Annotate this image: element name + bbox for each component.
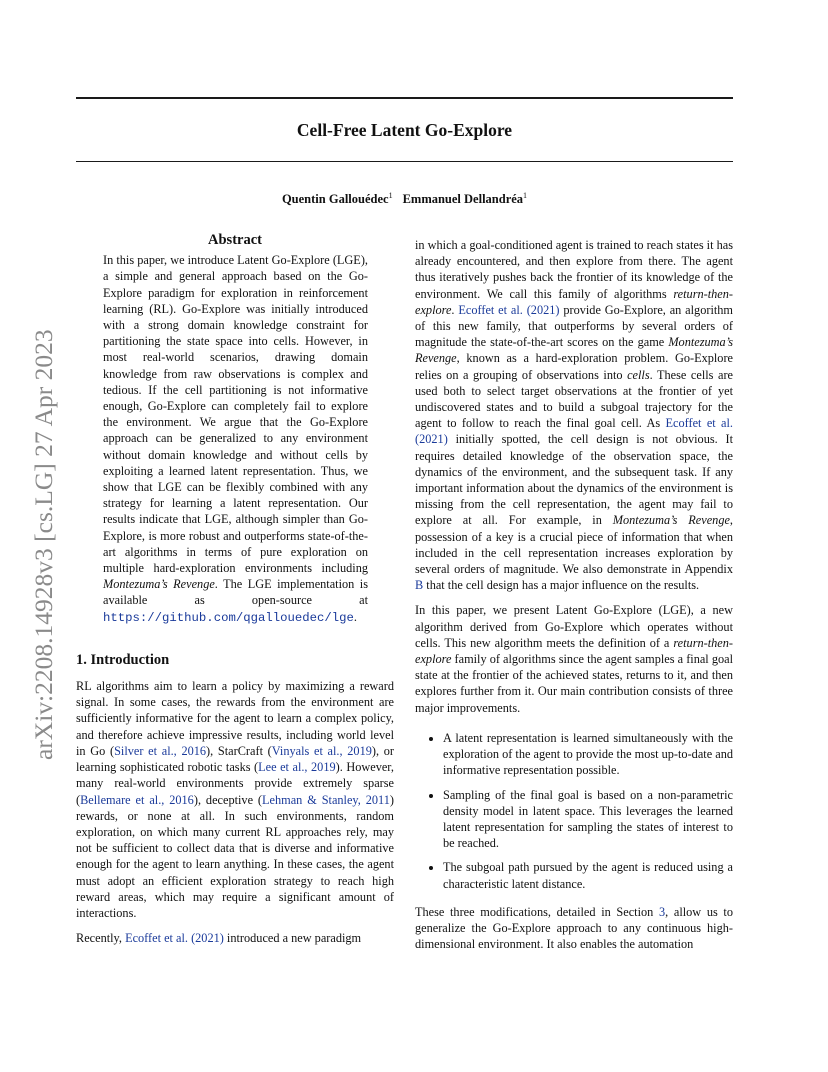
author-name: Emmanuel Dellandréa [402,192,524,207]
author-name: Quentin Gallouédec [281,192,389,207]
citation-link[interactable]: Silver et al., 2016 [114,743,207,758]
github-link[interactable]: https://github.com/qgallouedec/lge [103,610,354,625]
arxiv-identifier: arXiv:2208.14928v3 [cs.LG] 27 Apr 2023 [29,329,58,760]
bottom-rule [76,161,733,162]
paper-title: Cell-Free Latent Go-Explore [296,120,513,140]
citation-link[interactable]: Ecoffet et al. (2021) [415,416,733,447]
affiliation-mark: 1 [388,191,393,200]
affiliation-mark: 1 [523,191,528,200]
list-item: • The subgoal path pursued by the agent is reduced using a characteristic latent distance. [443,859,733,891]
citation-link[interactable]: Lee et al., 2019 [258,760,336,775]
body-paragraph: In this paper, we present Latent Go-Explore (LGE), a new algorithm derived from Go-Explore which operates without cells. This new algorithm meets the definition of a return-then-explore family of algorithms since the agent samples a final goal state at the frontier of the achieved states, returns to it, and then explores further from it. Our main contribution consists of three major improvements. [415,603,733,715]
citation-link[interactable]: Ecoffet et al. (2021) [458,302,560,317]
citation-link[interactable]: Vinyals et al., 2019 [271,743,372,758]
section-heading-introduction: 1. Introduction [76,651,170,668]
list-item: • Sampling of the final goal is based on a non-parametric density model in latent space. This leverages the learned latent representation for sampling the states of interest to be reached. [443,787,733,852]
section-link[interactable]: 3 [658,904,666,919]
body-paragraph: These three modifications, detailed in Section 3, allow us to generalize the Go-Explore approach to any continuous high-dimensional environment. It also enables the automation [415,904,733,952]
abstract-paragraph: In this paper, we introduce Latent Go-Explore (LGE), a simple and general approach based on the Go-Explore paradigm for exploration in reinforcement learning (RL). Go-Explore was initially introduced with a strong domain knowledge constraint for partitioning the state space into cells. However, in most real-world scenarios, drawing domain knowledge from raw observations is complex and tedious. If the cell partitioning is not informative enough, Go-Explore can completely fail to explore the environment. We argue that the Go-Explore approach can be generalized to any environment without domain knowledge and without cells by exploiting a learned latent representation. Thus, we show that LGE can be flexibly combined with any strategy for learning a latent representation. Our results indicate that LGE, although simpler than Go-Explore, is more robust and outperforms state-of-the-art algorithms in terms of pure exploration on multiple hard-exploration environments including Montezuma’s Revenge. The LGE implementation is available as open-source at https://github.com/qgallouedec/lge. [103,253,368,625]
author-list [76,191,733,207]
intro-paragraph: RL algorithms aim to learn a policy by maximizing a reward signal. In some cases, the rewards from the environment are sufficiently informative for the agent to learn a complex policy, and therefore achieve impressive results, including world level in Go (Silver et al., 2016), StarCraft (Vinyals et al., 2019), or learning sophisticated robotic tasks (Lee et al., 2019). However, many real-world environments provide extremely sparse (Bellemare et al., 2016), deceptive (Lehman & Stanley, 2011) rewards, or none at all. In such environments, random exploration, on which many current RL approaches rely, may not be sufficient to collect data that is diverse and informative enough for the agent to learn anything. In these cases, the agent must adopt an efficient exploration strategy to reach high reward areas, which may require a significant amount of interactions. [76,679,394,920]
citation-link[interactable]: Ecoffet et al. (2021) [125,931,224,946]
appendix-link[interactable]: B [415,578,424,593]
right-column [415,237,733,952]
abstract-body [76,252,368,626]
abstract-heading: Abstract [208,232,262,248]
contribution-list [415,730,733,892]
left-column [76,232,394,946]
citation-link[interactable]: Lehman & Stanley, 2011 [262,792,390,807]
citation-link[interactable]: Bellemare et al., 2016 [80,792,194,807]
top-rule [76,97,733,99]
intro-paragraph: Recently, Ecoffet et al. (2021) introduced a new paradigm [76,931,362,946]
list-item: • A latent representation is learned simultaneously with the exploration of the agent to provide the most up-to-date and informative representation possible. [443,730,733,779]
body-paragraph: in which a goal-conditioned agent is trained to reach states it has already encountered, and then explore from there. The agent thus iteratively pushes back the frontier of its knowledge of the environment. We call this family of algorithms return-then-explore. Ecoffet et al. (2021) provide Go-Explore, an algorithm of this new family, that outperforms by several orders of magnitude the state-of-the-art scores on the game Montezuma’s Revenge, known as a hard-exploration problem. Go-Explore relies on a grouping of observations into cells. These cells are used both to select target observations at the frontier of yet undiscovered states and to build a subgoal trajectory for the agent to follow to reach the final goal cell. As Ecoffet et al. (2021) initially spotted, the cell design is not obvious. It requires detailed knowledge of the observation space, the dynamics of the environment, and the subsequent task. If any important information about the dynamics of the environment is missing from the cell representation, the agent may fail to explore at all. For example, in Montezuma’s Revenge, possession of a key is a crucial piece of information that when included in the cell representation increases exploration by several orders of magnitude. We also demonstrate in Appendix B that the cell design has a major influence on the results. [415,238,733,593]
